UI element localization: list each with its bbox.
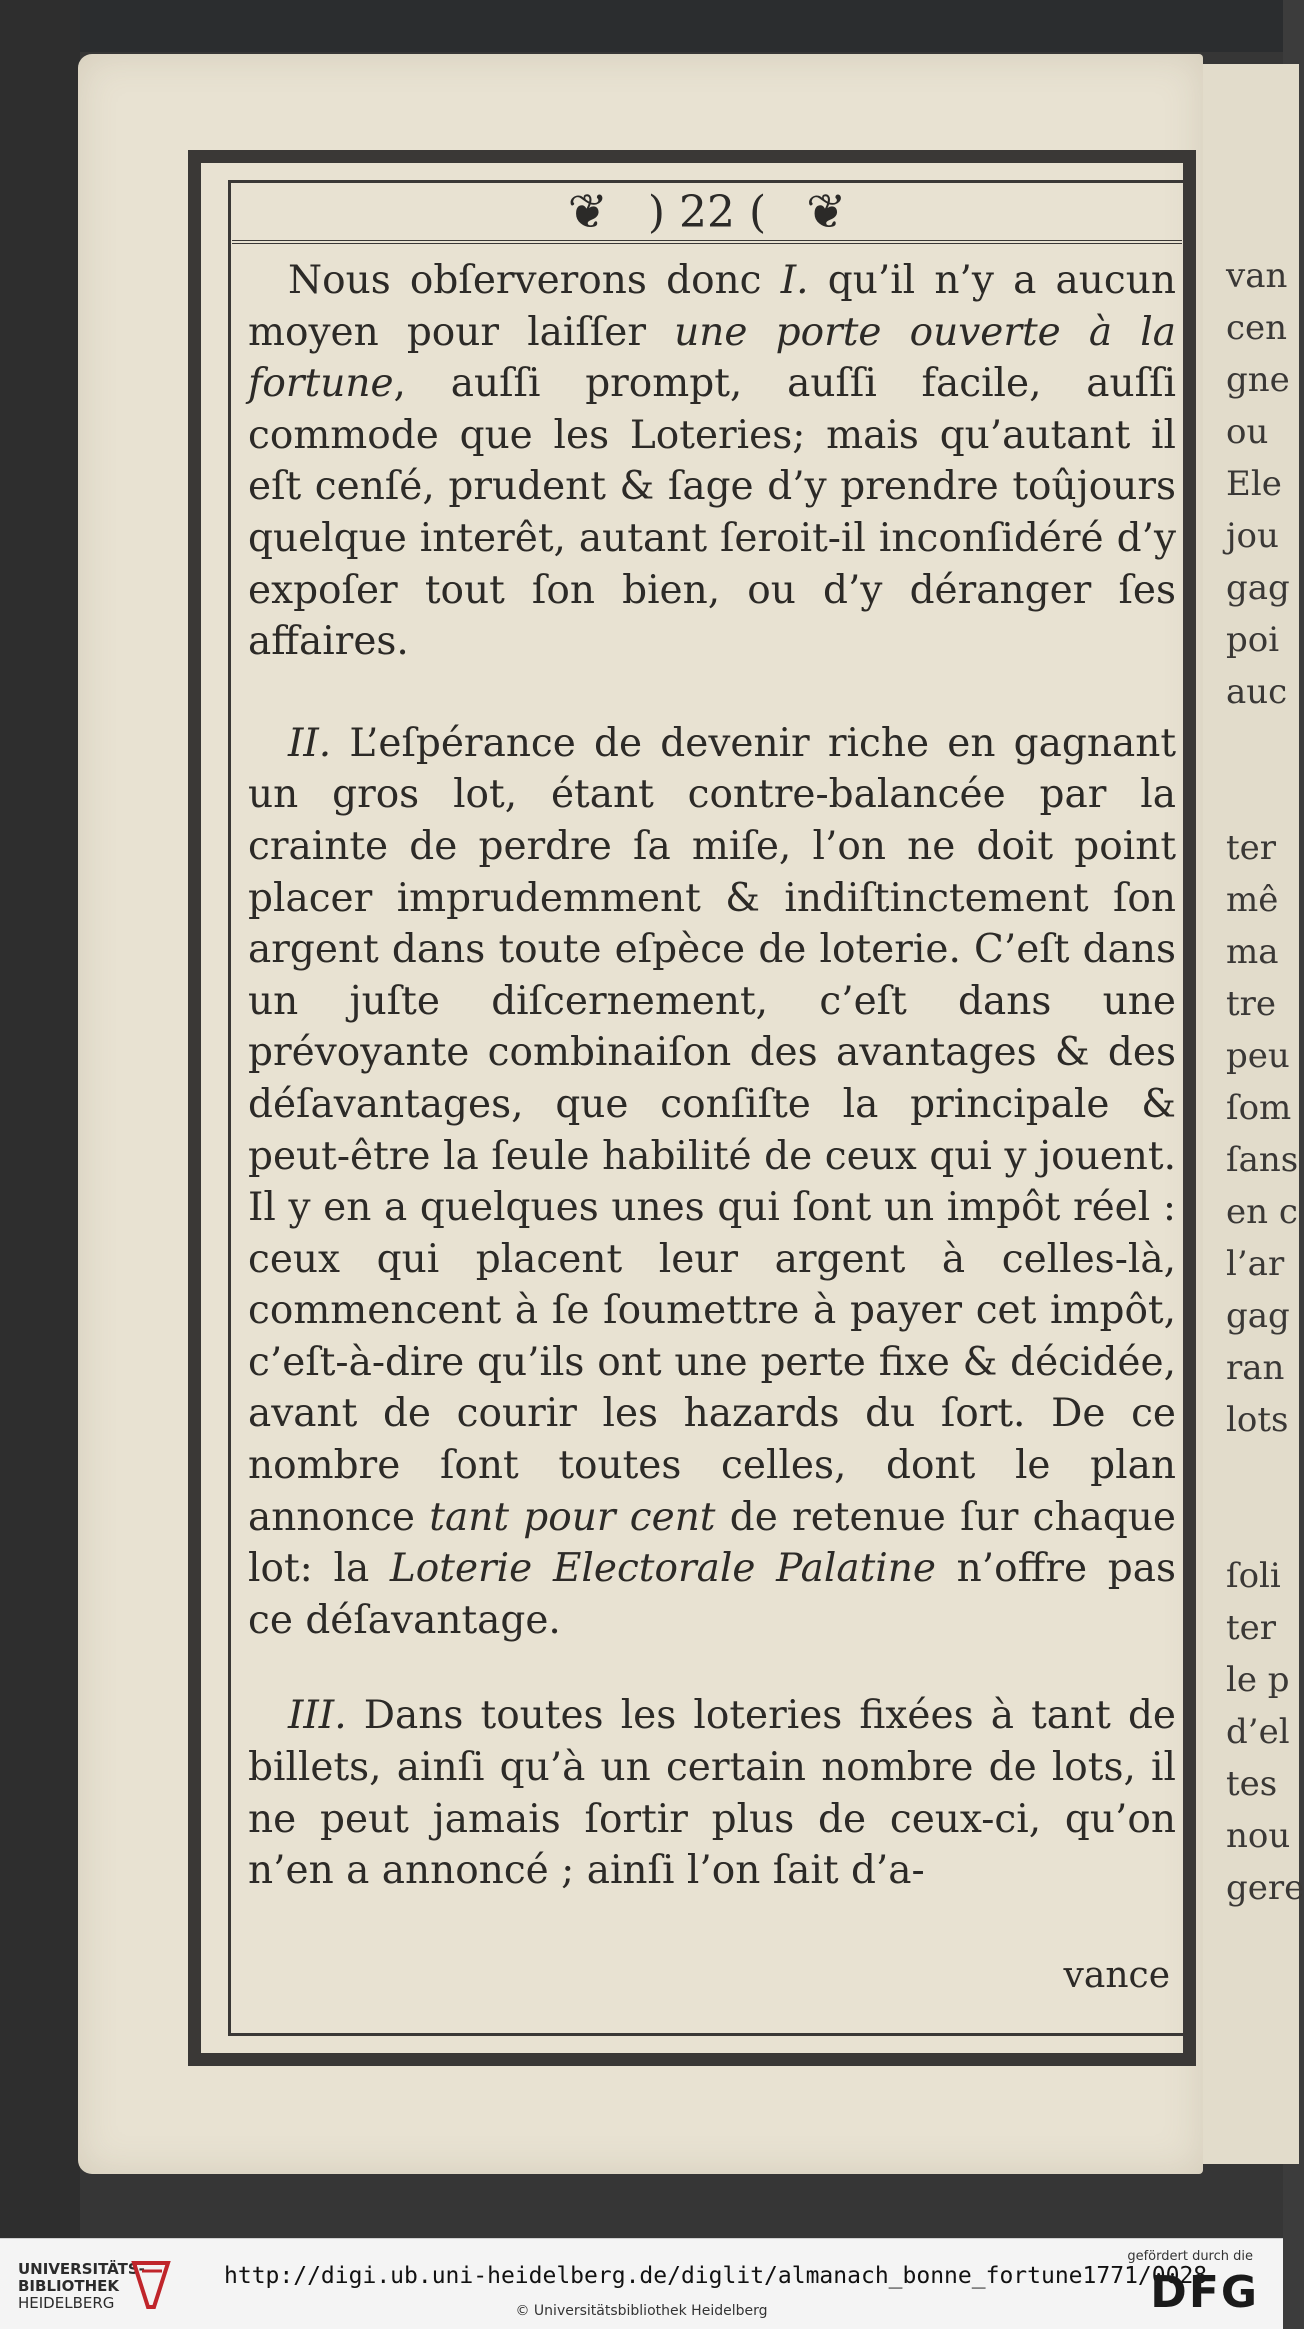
adjacent-page-line: cen (1226, 308, 1288, 348)
viewer-footer (0, 2238, 1283, 2329)
body-text (248, 255, 1176, 1897)
adjacent-page-line (1226, 1498, 1286, 1550)
institution-line-3: HEIDELBERG (18, 2294, 115, 2312)
institution-line-1: UNIVERSITÄTS- (18, 2260, 145, 2278)
adjacent-page-line: Ele (1226, 464, 1282, 504)
adjacent-page-text (1226, 250, 1304, 1914)
adjacent-page-line: ter (1226, 1608, 1277, 1648)
text-segment: une porte ouverte à la fortune (248, 309, 1177, 407)
adjacent-page-line: poi (1226, 620, 1280, 660)
document-url[interactable]: http://digi.ub.uni-heidelberg.de/diglit/almanach_bonne_fortune1771/0028 (224, 2263, 1208, 2289)
adjacent-page-line: van (1226, 256, 1288, 296)
adjacent-page-line: lots (1226, 1400, 1289, 1440)
funder-label: gefördert durch die (1127, 2249, 1253, 2264)
copyright-notice: © Universitätsbibliothek Heidelberg (515, 2303, 768, 2319)
adjacent-page-line: gag (1226, 568, 1290, 608)
adjacent-page-line: tes (1226, 1764, 1278, 1804)
right-ornament-icon: ❦ (806, 184, 847, 240)
adjacent-page-line: ran (1226, 1348, 1285, 1388)
adjacent-page-line: nou (1226, 1816, 1291, 1856)
text-segment: n’offre pas ce déſavantage. (248, 1546, 1176, 1643)
adjacent-page-line: ma (1226, 932, 1279, 972)
adjacent-page-line: auc (1226, 672, 1288, 712)
paragraph-1 (248, 255, 1176, 668)
scanner-background-top (0, 0, 1283, 52)
adjacent-page-line: d’el (1226, 1712, 1290, 1752)
adjacent-page-line (1226, 1446, 1286, 1498)
left-ornament-icon: ❦ (567, 184, 608, 240)
adjacent-page-line: gag (1226, 1296, 1290, 1336)
text-segment: Loterie Electorale Palatine (389, 1546, 936, 1592)
adjacent-page-line: ſoli (1226, 1556, 1281, 1596)
page-number: ) 22 ( (647, 186, 767, 238)
text-segment: III. (288, 1693, 347, 1739)
adjacent-page-line: ſom (1226, 1088, 1292, 1128)
adjacent-page-line: l’ar (1226, 1244, 1285, 1284)
institution-line-2: BIBLIOTHEK (18, 2277, 119, 2295)
adjacent-page-line: ter (1226, 828, 1277, 868)
adjacent-page-line (1226, 770, 1286, 822)
text-segment: qu’il n’y a aucun moyen pour laiſſer (248, 258, 1176, 355)
adjacent-page-line: ou (1226, 412, 1269, 452)
text-segment: II. (288, 720, 332, 766)
adjacent-page-line: peu (1226, 1036, 1290, 1076)
scanner-background-left (0, 0, 80, 2238)
adjacent-page-line: jou (1226, 516, 1279, 556)
adjacent-page-line: en c (1226, 1192, 1298, 1232)
adjacent-page-line: gere (1226, 1868, 1304, 1908)
adjacent-page-line (1226, 718, 1286, 770)
adjacent-page-line: ſans (1226, 1140, 1299, 1180)
catchword: vance (1063, 1955, 1170, 1996)
text-segment: I. (780, 258, 809, 303)
paragraph-2 (248, 718, 1176, 1647)
text-segment: Nous obſerverons donc (288, 258, 781, 303)
header-rule (232, 240, 1182, 244)
adjacent-page-line: le p (1226, 1660, 1290, 1700)
adjacent-page-line: tre (1226, 984, 1277, 1024)
adjacent-page-line: mê (1226, 880, 1279, 920)
text-segment: Dans toutes les loteries fixées à tant de billets, ainſi qu’à un certain nombre de lots, il ne peut jamais ſortir plus de ceux-ci, qu’on n’en a annoncé ; ainſi l’on ſait d’a- (248, 1693, 1176, 1894)
adjacent-page-line: gne (1226, 360, 1290, 400)
text-segment: de retenue ſur chaque lot: la (248, 1494, 1176, 1592)
text-segment: , auſſi prompt, auſſi facile, auſſi commode que les Loteries; mais qu’autant il eſt cenſé, prudent & ſage d’y prendre toûjours quelque interêt, autant ſeroit-il inconſidéré d’y expoſer tout ſon bien, ou d’y déranger ſes affaires. (248, 361, 1176, 665)
dfg-logo-icon: DFG (1150, 2267, 1259, 2318)
text-segment: L’eſpérance de devenir riche en gagnant un gros lot, étant contre-balancée par la crainte de perdre ſa miſe, l’on ne doit point placer imprudemment & indiſtinctement ſon argent dans toute eſpèce de loterie. C’eſt dans un juſte diſcernement, c’eſt dans une prévoyante combinaiſon des avantages & des déſavantages, que conſiſte la principale & peut-être la ſeule habilité de ceux qui y jouent. Il y en a quelques unes qui ſont un impôt réel : ceux qui placent leur argent à celles-là, commencent à ſe ſoumettre à payer cet impôt, c’eſt-à-dire qu’ils ont une perte fixe & décidée, avant de courir les hazards du ſort. De ce nombre ſont toutes celles, dont le plan annonce (248, 720, 1176, 1540)
page-header (232, 186, 1182, 238)
text-segment: tant pour cent (429, 1494, 716, 1540)
paragraph-3 (248, 1690, 1176, 1896)
